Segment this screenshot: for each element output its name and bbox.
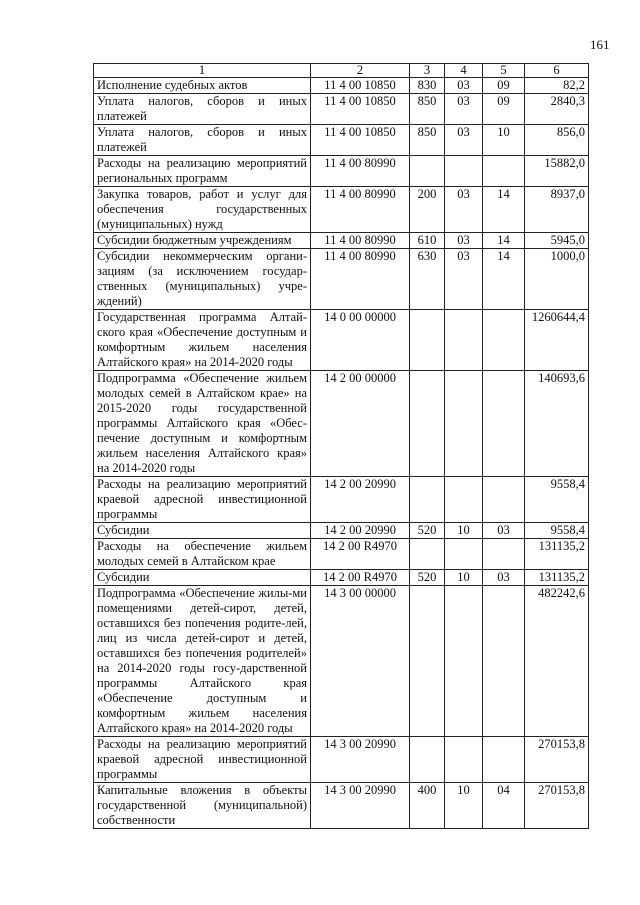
column-5-cell xyxy=(483,310,525,371)
column-4-cell xyxy=(445,156,483,187)
column-3-cell: 850 xyxy=(410,125,445,156)
target-code-cell: 11 4 00 80990 xyxy=(311,156,410,187)
column-3-cell xyxy=(410,539,445,570)
column-4-cell xyxy=(445,586,483,737)
target-code-cell: 14 3 00 20990 xyxy=(311,783,410,829)
amount-cell: 270153,8 xyxy=(525,737,589,783)
table-row xyxy=(94,94,589,125)
table-row xyxy=(94,78,589,94)
column-5-cell: 09 xyxy=(483,78,525,94)
expense-name-cell: Расходы на реализацию мероприятий региональных программ xyxy=(94,156,311,187)
target-code-cell: 11 4 00 10850 xyxy=(311,125,410,156)
expense-name-cell: Субсидии xyxy=(94,523,311,539)
header-cell-4: 4 xyxy=(445,64,483,78)
amount-cell: 270153,8 xyxy=(525,783,589,829)
target-code-cell: 14 2 00 R4970 xyxy=(311,570,410,586)
column-4-cell: 03 xyxy=(445,187,483,233)
column-3-cell: 200 xyxy=(410,187,445,233)
column-5-cell: 14 xyxy=(483,233,525,249)
amount-cell: 1000,0 xyxy=(525,249,589,310)
expense-name-cell: Субсидии некоммерческим органи-зациям (за исключением государ-ственных (муниципальных) учре-ждений) xyxy=(94,249,311,310)
expense-name-cell: Расходы на реализацию мероприятий краевой адресной инвестиционной программы xyxy=(94,477,311,523)
column-5-cell: 10 xyxy=(483,125,525,156)
column-4-cell: 10 xyxy=(445,783,483,829)
target-code-cell: 14 3 00 20990 xyxy=(311,737,410,783)
amount-cell: 1260644,4 xyxy=(525,310,589,371)
table-row xyxy=(94,586,589,737)
column-4-cell: 10 xyxy=(445,523,483,539)
table-row xyxy=(94,371,589,477)
expense-name-cell: Уплата налогов, сборов и иных платежей xyxy=(94,94,311,125)
amount-cell: 8937,0 xyxy=(525,187,589,233)
amount-cell: 131135,2 xyxy=(525,570,589,586)
table-row xyxy=(94,310,589,371)
target-code-cell: 11 4 00 80990 xyxy=(311,187,410,233)
column-4-cell xyxy=(445,737,483,783)
column-5-cell xyxy=(483,477,525,523)
target-code-cell: 14 2 00 20990 xyxy=(311,477,410,523)
target-code-cell: 14 2 00 20990 xyxy=(311,523,410,539)
column-3-cell xyxy=(410,371,445,477)
table-row xyxy=(94,187,589,233)
column-4-cell xyxy=(445,477,483,523)
page-number: 161 xyxy=(590,37,610,52)
target-code-cell: 14 3 00 00000 xyxy=(311,586,410,737)
header-cell-2: 2 xyxy=(311,64,410,78)
expense-name-cell: Подпрограмма «Обеспечение жилы-ми помещениями детей-сирот, детей, оставшихся без попечения родите-лей, лиц из числа детей-сирот и детей, оставшихся без попечения родителей» на 2014-2020 годы госу-дарственной программы Алтайского края «Обеспечение доступным и комфортным жильем населения Алтайского края» на 2014-2020 годы xyxy=(94,586,311,737)
column-5-cell: 03 xyxy=(483,570,525,586)
column-3-cell: 610 xyxy=(410,233,445,249)
table-row xyxy=(94,477,589,523)
column-4-cell: 03 xyxy=(445,249,483,310)
column-4-cell: 03 xyxy=(445,125,483,156)
column-4-cell: 03 xyxy=(445,233,483,249)
column-5-cell: 09 xyxy=(483,94,525,125)
column-4-cell xyxy=(445,539,483,570)
column-4-cell xyxy=(445,371,483,477)
column-3-cell: 400 xyxy=(410,783,445,829)
amount-cell: 82,2 xyxy=(525,78,589,94)
column-4-cell: 03 xyxy=(445,94,483,125)
target-code-cell: 14 2 00 00000 xyxy=(311,371,410,477)
header-cell-3: 3 xyxy=(410,64,445,78)
table-row xyxy=(94,570,589,586)
column-4-cell xyxy=(445,310,483,371)
expense-name-cell: Закупка товаров, работ и услуг для обеспечения государственных (муниципальных) нужд xyxy=(94,187,311,233)
table-row xyxy=(94,737,589,783)
column-3-cell: 830 xyxy=(410,78,445,94)
target-code-cell: 14 0 00 00000 xyxy=(311,310,410,371)
expense-name-cell: Государственная программа Алтай-ского края «Обеспечение доступным и комфортным жильем населения Алтайского края» на 2014-2020 годы xyxy=(94,310,311,371)
table-row xyxy=(94,249,589,310)
expense-name-cell: Капитальные вложения в объекты государственной (муниципальной) собственности xyxy=(94,783,311,829)
header-cell-5: 5 xyxy=(483,64,525,78)
column-3-cell xyxy=(410,737,445,783)
expense-name-cell: Уплата налогов, сборов и иных платежей xyxy=(94,125,311,156)
amount-cell: 5945,0 xyxy=(525,233,589,249)
target-code-cell: 11 4 00 10850 xyxy=(311,94,410,125)
column-4-cell: 03 xyxy=(445,78,483,94)
column-3-cell: 630 xyxy=(410,249,445,310)
column-3-cell xyxy=(410,310,445,371)
column-3-cell xyxy=(410,156,445,187)
table-row xyxy=(94,539,589,570)
amount-cell: 482242,6 xyxy=(525,586,589,737)
target-code-cell: 11 4 00 80990 xyxy=(311,233,410,249)
column-5-cell: 04 xyxy=(483,783,525,829)
column-3-cell: 520 xyxy=(410,523,445,539)
expense-name-cell: Расходы на обеспечение жильем молодых семей в Алтайском крае xyxy=(94,539,311,570)
budget-table xyxy=(93,63,589,829)
expense-name-cell: Подпрограмма «Обеспечение жильем молодых семей в Алтайском крае» на 2015-2020 годы государственной программы Алтайского края «Обес-печение доступным и комфортным жильем населения Алтайского края» на 2014-2020 годы xyxy=(94,371,311,477)
target-code-cell: 11 4 00 10850 xyxy=(311,78,410,94)
amount-cell: 140693,6 xyxy=(525,371,589,477)
table-header-row xyxy=(94,64,589,78)
column-4-cell: 10 xyxy=(445,570,483,586)
table-row xyxy=(94,783,589,829)
column-3-cell: 520 xyxy=(410,570,445,586)
amount-cell: 15882,0 xyxy=(525,156,589,187)
column-5-cell: 14 xyxy=(483,187,525,233)
target-code-cell: 14 2 00 R4970 xyxy=(311,539,410,570)
column-3-cell xyxy=(410,477,445,523)
column-5-cell: 14 xyxy=(483,249,525,310)
expense-name-cell: Расходы на реализацию мероприятий краевой адресной инвестиционной программы xyxy=(94,737,311,783)
expense-name-cell: Субсидии бюджетным учреждениям xyxy=(94,233,311,249)
column-5-cell xyxy=(483,371,525,477)
column-5-cell xyxy=(483,156,525,187)
column-5-cell: 03 xyxy=(483,523,525,539)
table-row xyxy=(94,523,589,539)
amount-cell: 856,0 xyxy=(525,125,589,156)
table-row xyxy=(94,156,589,187)
column-5-cell xyxy=(483,586,525,737)
column-5-cell xyxy=(483,539,525,570)
table-row xyxy=(94,233,589,249)
amount-cell: 2840,3 xyxy=(525,94,589,125)
header-cell-1: 1 xyxy=(94,64,311,78)
column-3-cell: 850 xyxy=(410,94,445,125)
amount-cell: 9558,4 xyxy=(525,477,589,523)
header-cell-6: 6 xyxy=(525,64,589,78)
column-3-cell xyxy=(410,586,445,737)
amount-cell: 9558,4 xyxy=(525,523,589,539)
expense-name-cell: Субсидии xyxy=(94,570,311,586)
column-5-cell xyxy=(483,737,525,783)
amount-cell: 131135,2 xyxy=(525,539,589,570)
table-row xyxy=(94,125,589,156)
target-code-cell: 11 4 00 80990 xyxy=(311,249,410,310)
expense-name-cell: Исполнение судебных актов xyxy=(94,78,311,94)
